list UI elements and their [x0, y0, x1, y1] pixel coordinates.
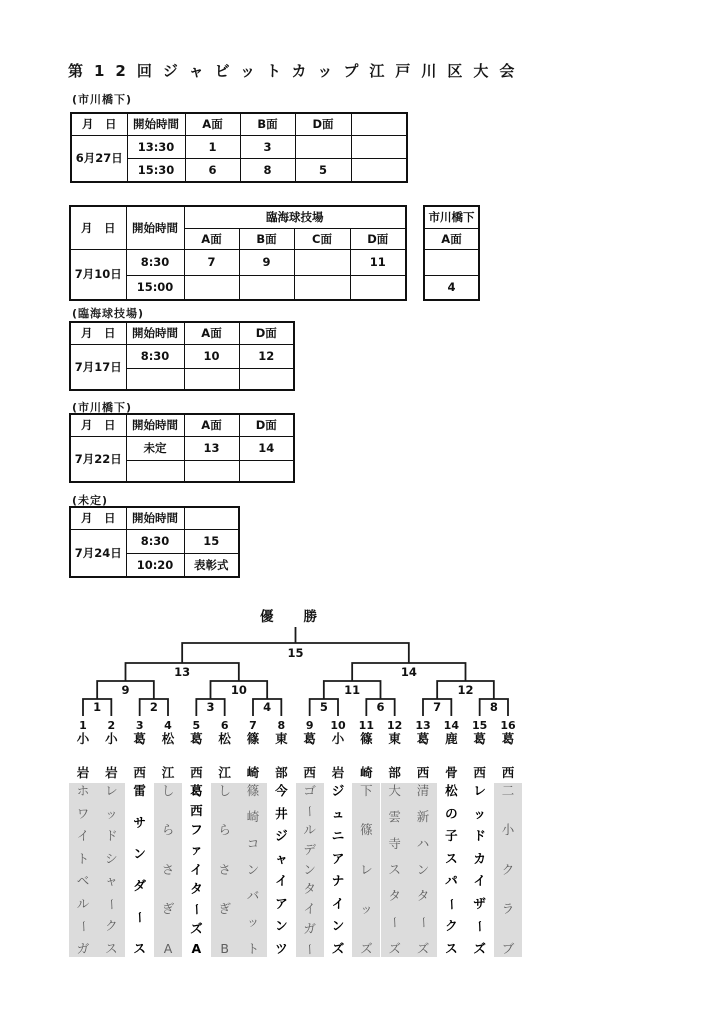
venue-label-3: (臨海球技場) — [72, 307, 145, 320]
schedule-table-3 — [69, 321, 295, 391]
side-table — [423, 205, 480, 301]
seed-number: 9 — [305, 719, 314, 732]
seed-number: 1 — [79, 719, 87, 732]
svg-text:11: 11 — [344, 683, 361, 697]
table-cell: A面 — [184, 322, 239, 344]
svg-text:14: 14 — [400, 665, 417, 679]
table-cell — [424, 249, 479, 275]
table-cell — [351, 113, 407, 135]
schedule-table-1 — [70, 112, 408, 183]
table-cell: 月 日 — [70, 507, 126, 529]
table-cell — [239, 275, 294, 300]
table-cell: D面 — [295, 113, 351, 135]
svg-text:12: 12 — [457, 683, 474, 697]
team-name: 葛 西 フ ァ イ タ ー ズ A — [189, 783, 205, 956]
team-area: 松 江 — [218, 731, 231, 780]
table-cell: 8 — [240, 158, 295, 182]
table-cell: 開始時間 — [126, 206, 184, 249]
team-area: 葛 西 — [416, 731, 430, 780]
table-cell: 市川橋下 — [424, 206, 479, 228]
table-cell — [294, 249, 350, 275]
team-name: 篠 崎 コ ン バ ッ ト — [239, 783, 267, 957]
table-cell: 開始時間 — [126, 322, 184, 344]
seed-number: 6 — [220, 719, 229, 732]
champion-label: 優勝 — [259, 609, 347, 625]
svg-text:9: 9 — [121, 683, 130, 697]
table-cell: A面 — [184, 228, 239, 249]
team-name: し ら さ ぎ A — [154, 783, 182, 957]
svg-text:1: 1 — [93, 700, 102, 714]
team-area: 葛 西 — [473, 731, 486, 780]
team-name: 二 小 ク ラ ブ — [494, 783, 522, 957]
table-cell — [239, 460, 294, 482]
team-name: 今 井 ジ ャ イ ア ン ツ — [275, 783, 288, 956]
table-cell: A面 — [424, 228, 479, 249]
table-cell: 14 — [239, 436, 294, 460]
table-cell: 10 — [184, 344, 239, 368]
table-cell — [184, 275, 239, 300]
seed-number: 14 — [443, 719, 459, 732]
schedule-table-5 — [69, 506, 240, 578]
table-cell — [295, 135, 351, 158]
team-area: 小 岩 — [105, 731, 118, 780]
seed-number: 2 — [107, 719, 116, 732]
page-title: 第12回ジャビットカップ江戸川区大会 — [68, 62, 526, 80]
team-column — [352, 733, 380, 957]
table-cell — [184, 507, 239, 529]
team-area: 篠 崎 — [360, 731, 373, 780]
team-area: 葛 西 — [501, 731, 515, 780]
seed-number: 8 — [277, 719, 286, 732]
table-cell: 開始時間 — [127, 113, 185, 135]
table-cell: 7月24日 — [70, 529, 126, 577]
table-cell — [184, 460, 239, 482]
table-cell: 13:30 — [127, 135, 185, 158]
table-cell: 月 日 — [71, 113, 127, 135]
team-column — [211, 733, 239, 957]
schedule-table-2-side — [423, 205, 480, 301]
seed-number: 13 — [415, 719, 431, 732]
team-area: 葛 西 — [303, 731, 316, 780]
table-cell: 15:00 — [126, 275, 184, 300]
team-name: 清 新 ハ ン タ ー ズ — [409, 783, 437, 957]
team-name: 下 篠 レ ッ ズ — [352, 783, 380, 957]
seed-number: 3 — [135, 719, 144, 732]
table-cell: 7 — [184, 249, 239, 275]
table-cell: A面 — [184, 414, 239, 436]
team-column — [381, 733, 409, 957]
team-area: 松 江 — [161, 731, 175, 780]
seed-number: 16 — [500, 719, 516, 732]
table-cell — [239, 368, 294, 390]
svg-text:15: 15 — [287, 646, 304, 660]
table-cell: 11 — [350, 249, 406, 275]
table-cell — [294, 275, 350, 300]
venue-label-5: (未定) — [72, 494, 109, 507]
table-cell: 7月17日 — [70, 344, 126, 390]
svg-text:5: 5 — [319, 700, 328, 714]
team-column — [494, 733, 522, 957]
seed-number: 7 — [249, 719, 257, 732]
table-cell — [184, 368, 239, 390]
table-cell: 5 — [295, 158, 351, 182]
table-cell: 表彰式 — [184, 553, 239, 577]
team-name: レ ッ ド カ イ ザ ー ズ — [472, 783, 488, 956]
table-cell: 臨海球技場 — [184, 206, 406, 228]
table-cell: 9 — [239, 249, 294, 275]
team-name: し ら さ ぎ B — [211, 783, 239, 957]
team-area: 葛 西 — [133, 731, 146, 780]
table-cell: 12 — [239, 344, 294, 368]
seed-number: 4 — [164, 719, 172, 732]
table-cell: 8:30 — [126, 529, 184, 553]
table-cell: 8:30 — [126, 249, 184, 275]
team-column — [182, 733, 210, 957]
team-column — [97, 733, 125, 957]
team-name: 大 雲 寺 ス タ ー ズ — [381, 783, 409, 957]
schedule-table — [69, 321, 295, 391]
team-area: 東 部 — [388, 731, 401, 780]
team-name: ゴ ー ル デ ン タ イ ガ ー — [296, 783, 324, 957]
schedule-table — [69, 413, 295, 483]
team-name: ジ ュ ニ ア ナ イ ン ズ — [331, 783, 345, 956]
table-cell: 13 — [184, 436, 239, 460]
table-cell: 10:20 — [126, 553, 184, 577]
team-column — [239, 733, 267, 957]
schedule-table — [70, 112, 408, 183]
table-cell: B面 — [240, 113, 295, 135]
team-column — [324, 733, 352, 957]
table-cell: A面 — [185, 113, 240, 135]
team-column — [466, 733, 494, 957]
table-cell: C面 — [294, 228, 350, 249]
seed-number: 12 — [387, 719, 403, 732]
team-column — [267, 733, 295, 957]
team-area: 小 岩 — [331, 731, 345, 780]
team-column — [154, 733, 182, 957]
table-cell: 開始時間 — [126, 507, 184, 529]
svg-text:8: 8 — [489, 700, 498, 714]
seed-number: 5 — [192, 719, 201, 732]
svg-text:6: 6 — [376, 700, 385, 714]
table-cell: 6 — [185, 158, 240, 182]
table-cell: D面 — [350, 228, 406, 249]
schedule-table-4 — [69, 413, 295, 483]
team-column — [69, 733, 97, 957]
table-cell: 7月22日 — [70, 436, 126, 482]
table-cell: 月 日 — [70, 414, 126, 436]
team-area: 鹿 骨 — [445, 731, 458, 780]
table-cell: 月 日 — [70, 322, 126, 344]
table-cell — [126, 368, 184, 390]
table-cell — [351, 135, 407, 158]
team-area: 小 岩 — [76, 731, 90, 780]
schedule-table-2 — [69, 205, 407, 301]
table-cell: B面 — [239, 228, 294, 249]
table-cell: 7月10日 — [70, 249, 126, 300]
table-cell: 6月27日 — [71, 135, 127, 182]
team-column — [409, 733, 437, 957]
svg-text:13: 13 — [174, 665, 191, 679]
table-cell: 未定 — [126, 436, 184, 460]
table-cell: 8:30 — [126, 344, 184, 368]
team-name: 松 の 子 ス パ ー ク ス — [444, 783, 460, 956]
svg-text:10: 10 — [230, 683, 247, 697]
table-cell — [126, 460, 184, 482]
team-area: 篠 崎 — [246, 731, 260, 780]
team-area: 葛 西 — [190, 731, 203, 780]
team-column — [126, 733, 154, 957]
table-cell: 月 日 — [70, 206, 126, 249]
team-area: 東 部 — [275, 731, 288, 780]
seed-number: 10 — [330, 719, 346, 732]
svg-text:4: 4 — [263, 700, 272, 714]
table-cell: 4 — [424, 275, 479, 300]
svg-text:2: 2 — [149, 700, 158, 714]
table-cell: D面 — [239, 322, 294, 344]
schedule-table — [69, 205, 407, 301]
svg-text:3: 3 — [206, 700, 215, 714]
table-cell — [350, 275, 406, 300]
table-cell: 1 — [185, 135, 240, 158]
team-name: ホ ワ イ ト ベ ル ー ガ — [69, 783, 97, 957]
seed-number: 15 — [472, 719, 488, 732]
schedule-table — [69, 506, 240, 578]
table-cell — [351, 158, 407, 182]
team-name: レ ッ ド シ ャ ー ク ス — [97, 783, 125, 957]
table-cell: D面 — [239, 414, 294, 436]
team-column — [296, 733, 324, 957]
team-column — [437, 733, 465, 957]
team-name: 雷 サ ン ダ ー ス — [132, 783, 148, 956]
venue-label-4: (市川橋下) — [72, 401, 133, 414]
table-cell: 15:30 — [127, 158, 185, 182]
tournament-bracket — [0, 595, 724, 744]
table-cell: 3 — [240, 135, 295, 158]
venue-label-1: (市川橋下) — [72, 93, 133, 106]
svg-text:7: 7 — [433, 700, 442, 714]
seed-number: 11 — [358, 719, 374, 732]
table-cell: 開始時間 — [126, 414, 184, 436]
table-cell: 15 — [184, 529, 239, 553]
